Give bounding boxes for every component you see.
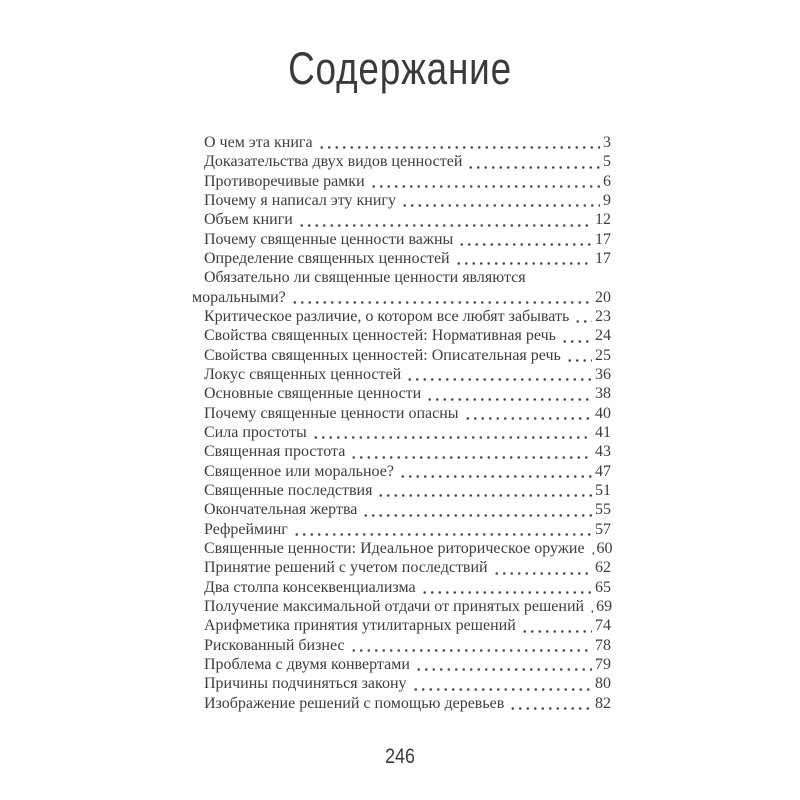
toc-entry — [192, 384, 611, 403]
toc-entry-label: О чем эта книга — [204, 134, 313, 151]
toc-entry-page: 43 — [595, 443, 611, 461]
toc-dot-leader — [589, 597, 593, 616]
toc-dot-leader — [421, 578, 592, 597]
toc-dot-leader — [362, 500, 592, 519]
toc-entry — [192, 578, 611, 597]
toc-entry — [192, 674, 611, 693]
toc-entry-page: 17 — [595, 249, 611, 267]
toc-entry-label: Причины подчиняться закону — [204, 675, 407, 693]
toc-entry-page: 47 — [595, 462, 611, 480]
toc-entry — [192, 694, 611, 713]
toc-entry — [192, 268, 611, 287]
toc-entry-label: Священное или моральное? — [204, 462, 394, 480]
toc-entry-page: 62 — [595, 559, 611, 577]
toc-dot-leader — [521, 616, 592, 635]
toc-entry-label: Определение священных ценностей — [204, 249, 450, 267]
toc-entry-page: 69 — [596, 597, 613, 615]
toc-entry-label: Свойства священных ценностей: Нормативная речь — [204, 327, 556, 345]
toc-dot-leader — [455, 249, 592, 268]
toc-dot-leader — [312, 423, 592, 442]
toc-dot-leader — [291, 288, 592, 307]
toc-entry-page: 80 — [595, 675, 611, 693]
toc-entry — [192, 230, 611, 249]
toc-entry — [192, 500, 611, 519]
toc-dot-leader — [574, 307, 592, 326]
toc-entry — [192, 365, 611, 384]
toc-dot-leader — [509, 694, 592, 713]
toc-entry-page: 82 — [595, 694, 611, 712]
toc-entry-page: 57 — [595, 520, 611, 538]
toc-entry — [192, 326, 611, 345]
toc-entry — [192, 481, 611, 500]
toc-entry-label: Почему священные ценности важны — [204, 230, 454, 248]
toc-entry-label: Изображение решений с помощью деревьев — [204, 694, 505, 712]
toc-entry-label: Получение максимальной отдачи от принятых решений — [204, 597, 585, 615]
toc-entry — [192, 172, 611, 191]
toc-entry — [192, 597, 611, 616]
toc-entry-page: 9 — [603, 191, 611, 209]
toc-entry-page: 41 — [595, 423, 611, 441]
toc-entry-label: Почему священные ценности опасны — [204, 404, 459, 422]
toc-entry — [192, 191, 611, 210]
table-of-contents — [192, 133, 611, 713]
toc-entry-label: Священные последствия — [204, 481, 373, 499]
toc-dot-leader — [377, 481, 592, 500]
toc-entry-page: 60 — [596, 539, 613, 557]
toc-dot-leader — [293, 520, 592, 539]
toc-entry — [192, 288, 611, 307]
toc-entry-page: 79 — [595, 655, 611, 673]
toc-entry-label: Основные священные ценности — [204, 385, 422, 403]
toc-entry — [192, 636, 611, 655]
toc-dot-leader — [298, 210, 592, 229]
toc-entry-label: Критическое различие, о котором все любят забывать — [204, 307, 570, 325]
toc-entry-label: Почему я написал эту книгу — [204, 191, 396, 209]
toc-entry — [192, 404, 611, 423]
toc-entry-label: Арифметика принятия утилитарных решений — [204, 617, 516, 635]
toc-entry-label: моральными? — [192, 288, 286, 306]
toc-dot-leader — [370, 172, 600, 191]
toc-dot-leader — [426, 384, 592, 403]
page-title: Содержание — [288, 43, 512, 94]
toc-dot-leader — [399, 462, 592, 481]
toc-entry — [192, 462, 611, 481]
toc-entry-page: 51 — [595, 481, 611, 499]
toc-dot-leader — [318, 133, 600, 152]
toc-dot-leader — [590, 539, 594, 558]
toc-entry — [192, 346, 611, 365]
toc-dot-leader — [350, 442, 592, 461]
toc-entry-label: Священная простота — [204, 443, 346, 461]
toc-entry-page: 12 — [595, 211, 611, 229]
toc-entry-page: 65 — [595, 578, 611, 596]
toc-entry — [192, 616, 611, 635]
toc-entry-label: Рефрейминг — [204, 520, 288, 538]
toc-entry — [192, 307, 611, 326]
toc-entry — [192, 655, 611, 674]
toc-entry — [192, 423, 611, 442]
toc-dot-leader — [350, 636, 592, 655]
toc-entry-label: Объем книги — [204, 211, 293, 229]
toc-entry — [192, 249, 611, 268]
toc-entry-label: Локус священных ценностей — [204, 365, 402, 383]
toc-entry-page: 55 — [595, 501, 611, 519]
toc-entry-label: Обязательно ли священные ценности являются — [204, 269, 526, 287]
toc-entry-label: Сила простоты — [204, 423, 307, 441]
toc-dot-leader — [412, 674, 592, 693]
toc-dot-leader — [458, 230, 592, 249]
toc-entry-label: Свойства священных ценностей: Описательная речь — [204, 346, 561, 364]
toc-entry-page: 23 — [595, 307, 611, 325]
toc-entry-label: Рискованный бизнес — [204, 636, 345, 654]
toc-entry — [192, 442, 611, 461]
toc-entry-page: 24 — [595, 327, 611, 345]
toc-entry-page: 3 — [603, 134, 611, 151]
toc-entry — [192, 152, 611, 171]
toc-entry-page: 38 — [595, 385, 611, 403]
toc-entry-page: 40 — [595, 404, 611, 422]
toc-dot-leader — [467, 152, 600, 171]
toc-entry — [192, 539, 611, 558]
toc-entry-label: Доказательства двух видов ценностей — [204, 153, 463, 171]
toc-entry-page: 6 — [603, 172, 611, 190]
toc-entry-page: 74 — [595, 617, 611, 635]
toc-dot-leader — [493, 558, 592, 577]
toc-dot-leader — [406, 365, 592, 384]
toc-entry-page: 36 — [595, 365, 611, 383]
toc-entry-label: Окончательная жертва — [204, 501, 358, 519]
toc-entry-label: Два столпа консеквенциализма — [204, 578, 416, 596]
toc-entry-page: 25 — [595, 346, 611, 364]
toc-entry — [192, 210, 611, 229]
toc-dot-leader — [566, 346, 592, 365]
toc-entry-page: 20 — [595, 288, 611, 306]
toc-dot-leader — [464, 404, 592, 423]
toc-entry-label: Проблема с двумя конвертами — [204, 655, 410, 673]
toc-entry-label: Священные ценности: Идеальное риторическое оружие — [204, 539, 585, 557]
toc-dot-leader — [415, 655, 592, 674]
folio-page-number: 246 — [385, 745, 415, 768]
toc-entry-page: 5 — [603, 153, 611, 171]
toc-entry — [192, 133, 611, 152]
toc-entry — [192, 558, 611, 577]
toc-entry-label: Противоречивые рамки — [204, 172, 365, 190]
toc-dot-leader — [561, 326, 592, 345]
toc-entry-page: 78 — [595, 636, 611, 654]
toc-dot-leader — [401, 191, 600, 210]
toc-entry-page: 17 — [595, 230, 611, 248]
toc-entry — [192, 520, 611, 539]
toc-entry-label: Принятие решений с учетом последствий — [204, 559, 488, 577]
